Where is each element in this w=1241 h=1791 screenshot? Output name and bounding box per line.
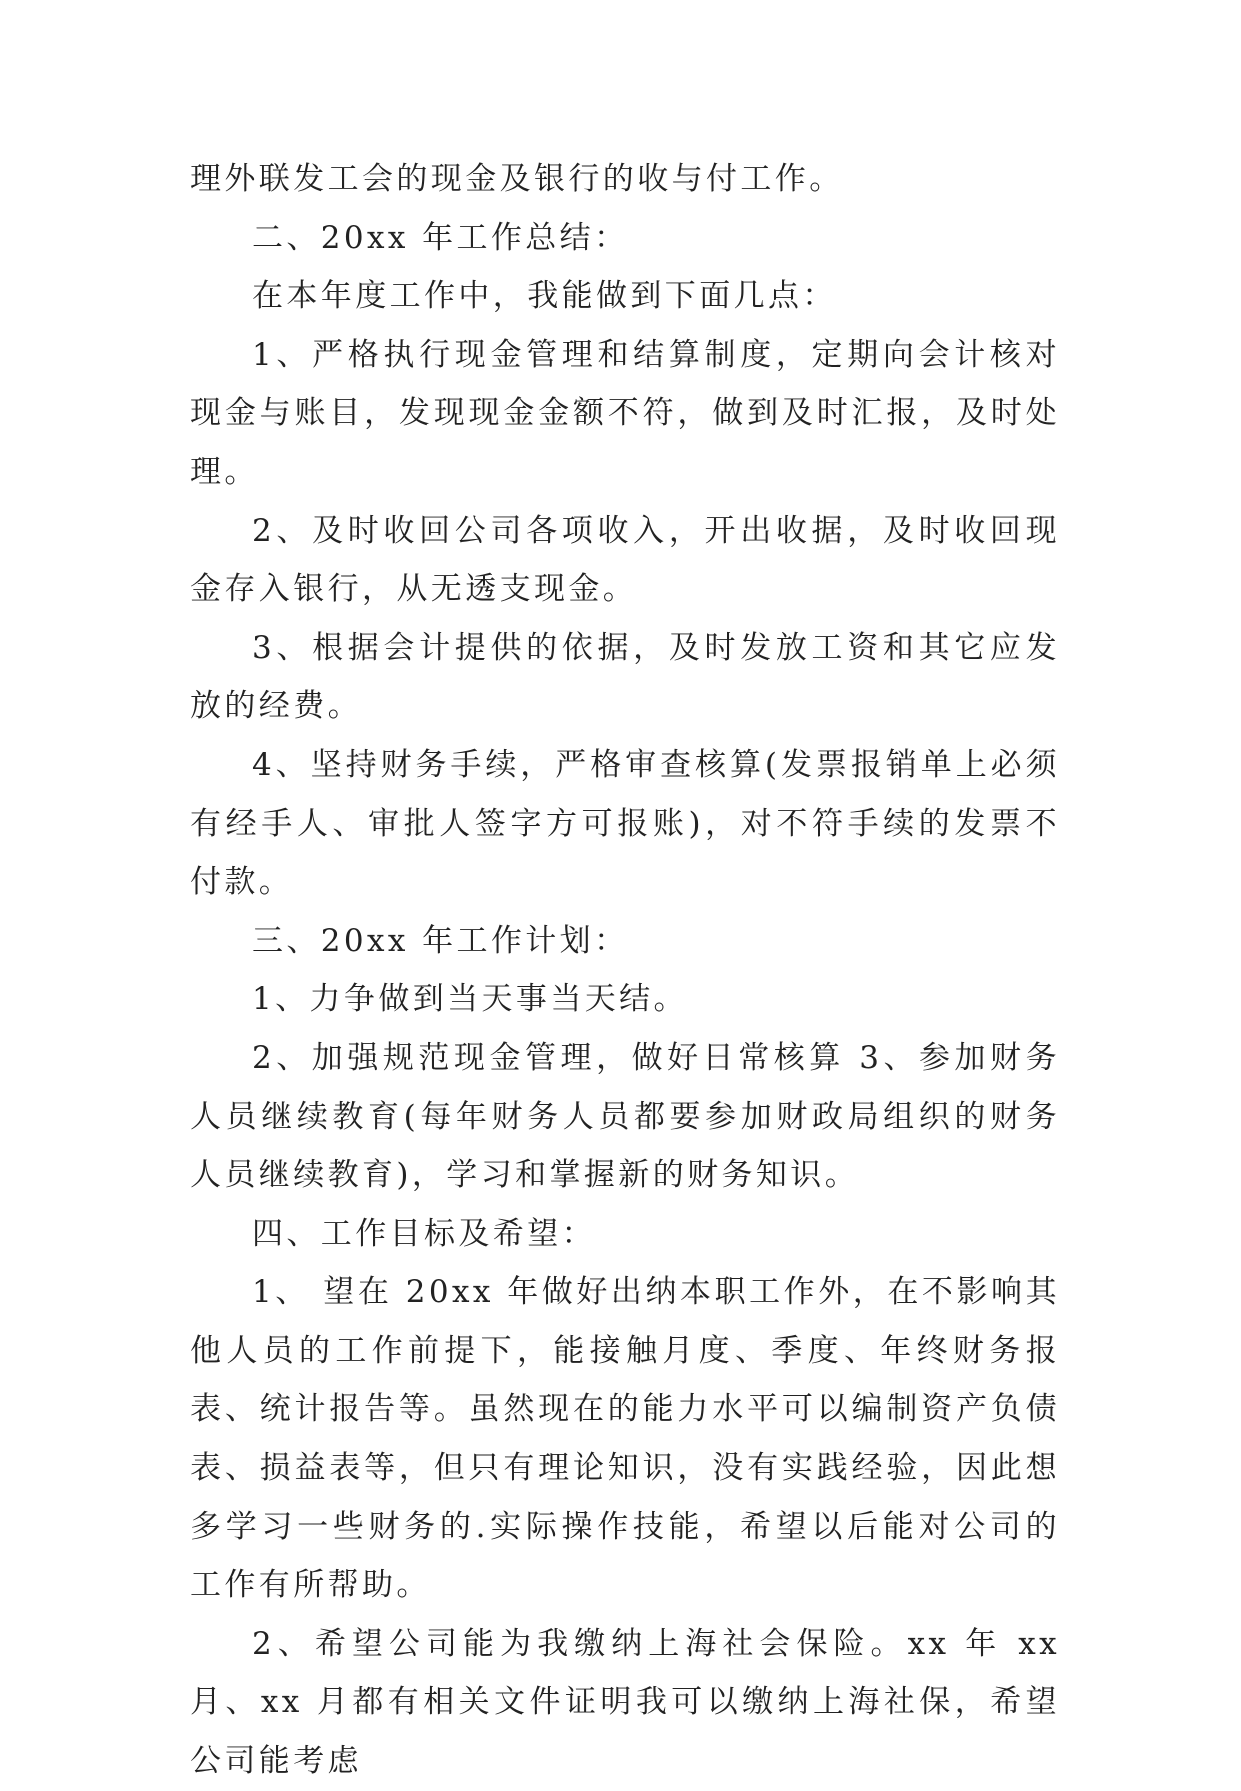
section-heading-summary: 二、20xx 年工作总结：: [252, 219, 629, 256]
plan-item-2: 2、加强规范现金管理，做好日常核算 3、参加财务人员继续教育(每年财务人员都要参加财政局组织的财务人员继续教育)，学习和掌握新的财务知识。: [190, 1039, 1060, 1194]
goal-item-2: 2、希望公司能为我缴纳上海社会保险。xx 年 xx 月、xx 月都有相关文件证明我可以缴纳上海社保，希望公司能考虑: [190, 1625, 1060, 1780]
list-item-1: 1、严格执行现金管理和结算制度，定期向会计核对现金与账目，发现现金金额不符，做到及时汇报，及时处理。: [190, 336, 1060, 490]
paragraph-intro: 在本年度工作中，我能做到下面几点：: [252, 278, 837, 315]
list-item-2: 2、及时收回公司各项收入，开出收据，及时收回现金存入银行，从无透支现金。: [190, 512, 1060, 608]
paragraph-continuation: 理外联发工会的现金及银行的收与付工作。: [190, 161, 844, 197]
section-heading-plan: 三、20xx 年工作计划：: [252, 922, 629, 959]
goal-item-1: 1、 望在 20xx 年做好出纳本职工作外，在不影响其他人员的工作前提下，能接触月度、季度、年终财务报表、统计报告等。虽然现在的能力水平可以编制资产负债表、损益表等，但只有理论知识，没有实践经验，因此想多学习一些财务的.实际操作技能，希望以后能对公司的工作有所帮助。: [190, 1274, 1060, 1604]
document-body: [190, 150, 1060, 1791]
list-item-4: 4、坚持财务手续，严格审查核算(发票报销单上必须有经手人、审批人签字方可报账)，对不符手续的发票不付款。: [190, 746, 1060, 901]
list-item-3: 3、根据会计提供的依据，及时发放工资和其它应发放的经费。: [190, 629, 1060, 725]
section-heading-goals: 四、工作目标及希望：: [252, 1215, 596, 1252]
plan-item-1: 1、力争做到当天事当天结。: [252, 981, 688, 1018]
